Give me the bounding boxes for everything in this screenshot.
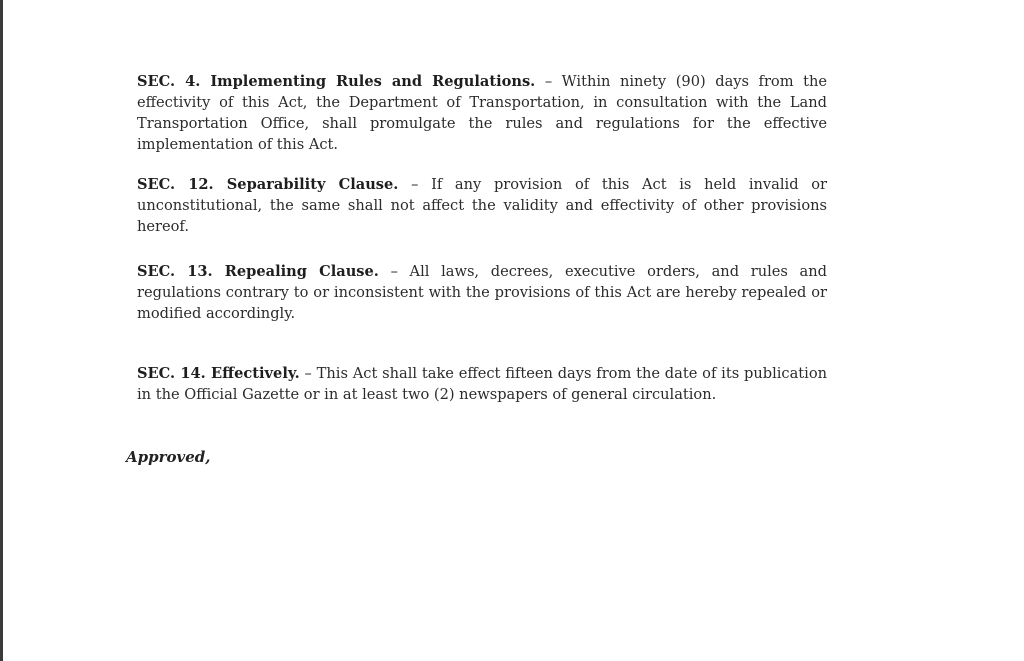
page-left-border	[0, 0, 3, 661]
section-13-paragraph	[137, 261, 827, 324]
section-4-paragraph	[137, 71, 827, 155]
section-13-body: – All laws, decrees, executive orders, and rules and regulations contrary to or inconsistent with the provisions of this Act are hereby repealed or modified accordingly.	[137, 263, 828, 322]
section-13-heading: SEC. 13. Repealing Clause.	[137, 263, 379, 280]
section-4-body: – Within ninety (90) days from the effectivity of this Act, the Department of Transportation, in consultation with the Land Transportation Office, shall promulgate the rules and regulations for the effective implementation of this Act.	[137, 73, 828, 153]
section-4-heading: SEC. 4. Implementing Rules and Regulations.	[137, 73, 536, 90]
section-12-body: – If any provision of this Act is held invalid or unconstitutional, the same shall not affect the validity and effectivity of other provisions hereof.	[137, 176, 827, 235]
section-12-paragraph	[137, 174, 827, 237]
section-12-heading: SEC. 12. Separability Clause.	[137, 176, 399, 193]
approved-closing: Approved,	[126, 448, 211, 466]
section-14-heading: SEC. 14. Effectively.	[137, 365, 300, 382]
section-14-body: – This Act shall take effect fifteen days from the date of its publication in the Official Gazette or in at least two (2) newspapers of general circulation.	[137, 365, 827, 403]
section-14-paragraph	[137, 363, 827, 405]
